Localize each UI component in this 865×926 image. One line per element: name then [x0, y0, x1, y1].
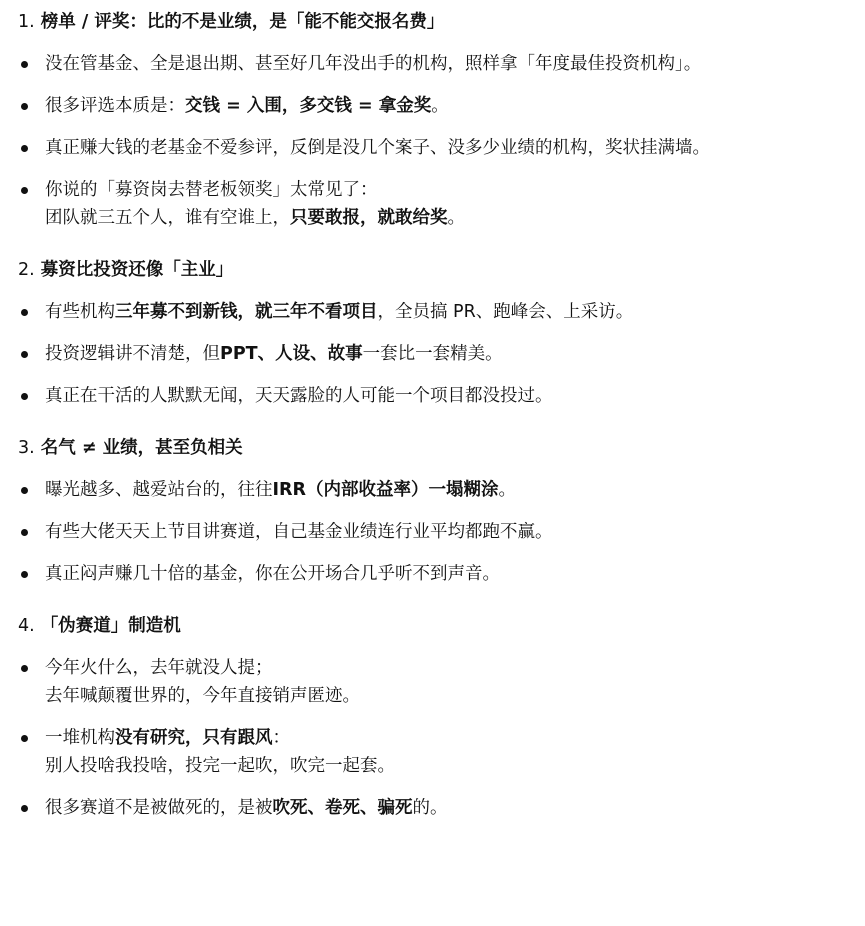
text-run: 一堆机构 [45, 728, 115, 748]
bullet-line [45, 50, 865, 78]
bullet-line [45, 134, 865, 162]
text-run: 没在管基金、全是退出期、甚至好几年没出手的机构，照样拿「年度最佳投资机构」。 [45, 54, 702, 74]
bullet-item [18, 654, 865, 710]
text-run: 。 [447, 208, 465, 228]
text-run: 真正闷声赚几十倍的基金，你在公开场合几乎听不到声音。 [45, 564, 500, 584]
bullet-line [45, 176, 865, 204]
section-title-text: 榜单 / 评奖：比的不是业绩，是「能不能交报名费」 [40, 12, 445, 32]
section-heading [18, 434, 865, 462]
bullet-line [45, 724, 865, 752]
bullet-item [18, 560, 865, 588]
bullet-line [45, 682, 865, 710]
section-number: 1. [18, 12, 35, 32]
bullet-list [18, 50, 865, 232]
text-run: 很多赛道不是被做死的，是被 [45, 798, 273, 818]
bullet-item [18, 298, 865, 326]
bullet-line [45, 654, 865, 682]
bullet-line [45, 298, 865, 326]
bullet-item [18, 724, 865, 780]
bullet-line [45, 560, 865, 588]
section-heading [18, 256, 865, 284]
section-heading [18, 8, 865, 36]
section-title-text: 名气 ≠ 业绩，甚至负相关 [40, 438, 243, 458]
text-run: 曝光越多、越爱站台的，往往 [45, 480, 273, 500]
bullet-list [18, 654, 865, 822]
section-title-text: 募资比投资还像「主业」 [40, 260, 234, 280]
section-heading [18, 612, 865, 640]
bullet-line [45, 476, 865, 504]
section-number: 3. [18, 438, 35, 458]
bullet-line [45, 794, 865, 822]
text-run: 去年喊颠覆世界的，今年直接销声匿迹。 [45, 686, 360, 706]
text-run: 投资逻辑讲不清楚，但 [45, 344, 220, 364]
section-number: 4. [18, 616, 35, 636]
section-1 [18, 8, 865, 232]
section-title-text: 「伪赛道」制造机 [40, 616, 181, 636]
section-3 [18, 434, 865, 588]
bullet-item [18, 134, 865, 162]
bold-text-run: PPT、人设、故事 [220, 344, 363, 364]
section-number: 2. [18, 260, 35, 280]
section-4 [18, 612, 865, 822]
bullet-item [18, 794, 865, 822]
bullet-line [45, 204, 865, 232]
section-2 [18, 256, 865, 410]
text-run: 别人投啥我投啥，投完一起吹，吹完一起套。 [45, 756, 395, 776]
text-run: 很多评选本质是： [45, 96, 185, 116]
text-run: 团队就三五个人，谁有空谁上， [45, 208, 290, 228]
text-run: 有些大佬天天上节目讲赛道，自己基金业绩连行业平均都跑不赢。 [45, 522, 553, 542]
bullet-item [18, 50, 865, 78]
text-run: 真正赚大钱的老基金不爱参评，反倒是没几个案子、没多少业绩的机构，奖状挂满墙。 [45, 138, 710, 158]
text-run: 真正在干活的人默默无闻，天天露脸的人可能一个项目都没投过。 [45, 386, 553, 406]
bullet-item [18, 92, 865, 120]
bullet-line [45, 518, 865, 546]
text-run: 一套比一套精美。 [362, 344, 503, 364]
bullet-line [45, 752, 865, 780]
bold-text-run: 交钱 = 入围，多交钱 = 拿金奖 [185, 96, 432, 116]
bold-text-run: 没有研究，只有跟风 [115, 728, 273, 748]
bullet-list [18, 476, 865, 588]
bullet-item [18, 518, 865, 546]
text-run: 你说的「募资岗去替老板领奖」太常见了： [45, 180, 378, 200]
text-run: 有些机构 [45, 302, 115, 322]
bullet-line [45, 92, 865, 120]
text-run: ，全员搞 PR、跑峰会、上采访。 [377, 302, 634, 322]
text-run: 。 [431, 96, 449, 116]
bullet-line [45, 340, 865, 368]
text-run: ： [272, 728, 290, 748]
bold-text-run: 三年募不到新钱，就三年不看项目 [115, 302, 378, 322]
bullet-list [18, 298, 865, 410]
bullet-item [18, 176, 865, 232]
text-run: 的。 [412, 798, 448, 818]
text-run: 今年火什么，去年就没人提； [45, 658, 273, 678]
bullet-item [18, 476, 865, 504]
bold-text-run: 吹死、卷死、骗死 [272, 798, 413, 818]
bullet-line [45, 382, 865, 410]
bold-text-run: IRR（内部收益率）一塌糊涂 [272, 480, 499, 500]
text-run: 。 [498, 480, 516, 500]
bullet-item [18, 382, 865, 410]
bullet-item [18, 340, 865, 368]
bold-text-run: 只要敢报，就敢给奖 [290, 208, 448, 228]
